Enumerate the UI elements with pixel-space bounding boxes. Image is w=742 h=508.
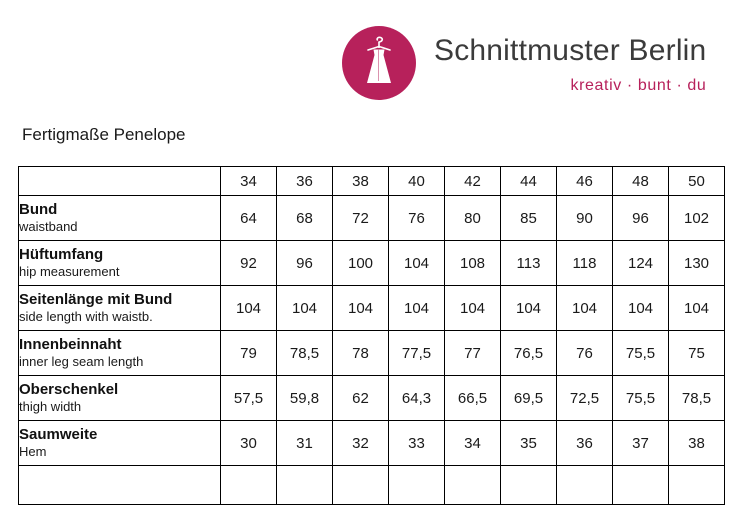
- brand-tagline: kreativ · bunt · du: [570, 77, 707, 94]
- brand-logo: [342, 24, 706, 100]
- cell-empty: [557, 466, 613, 505]
- cell: 100: [333, 241, 389, 286]
- cell: 85: [501, 196, 557, 241]
- row-label-de: Saumweite: [19, 425, 98, 443]
- size-header-48: 48: [613, 167, 669, 196]
- cell: 36: [557, 421, 613, 466]
- row-label-de: Hüftumfang: [19, 245, 104, 263]
- cell: 59,8: [277, 376, 333, 421]
- cell: 96: [277, 241, 333, 286]
- cell: 33: [389, 421, 445, 466]
- row-label-bund: [19, 196, 221, 241]
- cell: 76: [389, 196, 445, 241]
- cell: 113: [501, 241, 557, 286]
- table-row: [19, 376, 725, 421]
- cell: 37: [613, 421, 669, 466]
- table-row: [19, 286, 725, 331]
- cell: 64: [221, 196, 277, 241]
- dress-on-hanger-icon: [342, 26, 416, 100]
- size-header-42: 42: [445, 167, 501, 196]
- cell: 72,5: [557, 376, 613, 421]
- row-label-en: inner leg seam length: [19, 354, 144, 370]
- measurements-table: [18, 166, 725, 505]
- brand-name: Schnittmuster Berlin: [434, 34, 707, 67]
- cell: 104: [333, 286, 389, 331]
- cell: 30: [221, 421, 277, 466]
- size-header-38: 38: [333, 167, 389, 196]
- cell: 102: [669, 196, 725, 241]
- measurements-table-container: [18, 166, 724, 505]
- cell: 68: [277, 196, 333, 241]
- table-row: [19, 196, 725, 241]
- row-label-en: waistband: [19, 219, 78, 235]
- row-label-oberschenkel: [19, 376, 221, 421]
- size-header-44: 44: [501, 167, 557, 196]
- cell: 104: [613, 286, 669, 331]
- cell: 72: [333, 196, 389, 241]
- cell-empty: [277, 466, 333, 505]
- cell: 104: [389, 286, 445, 331]
- row-label-en: side length with waistb.: [19, 309, 153, 325]
- cell: 104: [221, 286, 277, 331]
- cell: 57,5: [221, 376, 277, 421]
- size-header-46: 46: [557, 167, 613, 196]
- row-label-de: Seitenlänge mit Bund: [19, 290, 173, 308]
- row-label-en: hip measurement: [19, 264, 120, 280]
- cell: 104: [669, 286, 725, 331]
- cell-empty: [389, 466, 445, 505]
- cell: 35: [501, 421, 557, 466]
- size-header-50: 50: [669, 167, 725, 196]
- cell: 79: [221, 331, 277, 376]
- cell: 62: [333, 376, 389, 421]
- table-header-row: [19, 167, 725, 196]
- page-title: Fertigmaße Penelope: [22, 125, 186, 144]
- cell: 96: [613, 196, 669, 241]
- cell: 124: [613, 241, 669, 286]
- row-label-hueftumfang: [19, 241, 221, 286]
- cell: 78,5: [277, 331, 333, 376]
- cell: 92: [221, 241, 277, 286]
- table-row: [19, 331, 725, 376]
- cell: 77: [445, 331, 501, 376]
- cell: 76,5: [501, 331, 557, 376]
- cell: 75,5: [613, 331, 669, 376]
- cell: 69,5: [501, 376, 557, 421]
- header-empty-cell: [19, 167, 221, 196]
- row-label-en: Hem: [19, 444, 47, 460]
- row-label-de: Oberschenkel: [19, 380, 119, 398]
- cell: 32: [333, 421, 389, 466]
- cell: 130: [669, 241, 725, 286]
- cell: 104: [277, 286, 333, 331]
- cell: 78,5: [669, 376, 725, 421]
- cell: 104: [389, 241, 445, 286]
- cell: 76: [557, 331, 613, 376]
- cell-empty: [333, 466, 389, 505]
- cell-empty: [445, 466, 501, 505]
- cell: 104: [557, 286, 613, 331]
- cell: 118: [557, 241, 613, 286]
- cell: 77,5: [389, 331, 445, 376]
- cell: 64,3: [389, 376, 445, 421]
- cell: 90: [557, 196, 613, 241]
- row-label-saumweite: [19, 421, 221, 466]
- table-row-empty: [19, 466, 725, 505]
- cell: 104: [501, 286, 557, 331]
- brand-text: [434, 24, 706, 95]
- size-header-40: 40: [389, 167, 445, 196]
- row-label-de: Bund: [19, 200, 58, 218]
- row-label-de: Innenbeinnaht: [19, 335, 122, 353]
- cell: 108: [445, 241, 501, 286]
- cell: 38: [669, 421, 725, 466]
- cell-empty: [669, 466, 725, 505]
- cell-empty: [221, 466, 277, 505]
- cell: 75: [669, 331, 725, 376]
- cell-empty: [613, 466, 669, 505]
- cell-empty: [19, 466, 221, 505]
- size-header-36: 36: [277, 167, 333, 196]
- cell: 75,5: [613, 376, 669, 421]
- cell: 34: [445, 421, 501, 466]
- table-row: [19, 421, 725, 466]
- row-label-seitenlaenge-mit-bund: [19, 286, 221, 331]
- cell: 31: [277, 421, 333, 466]
- row-label-innenbeinnaht: [19, 331, 221, 376]
- size-header-34: 34: [221, 167, 277, 196]
- table-row: [19, 241, 725, 286]
- cell-empty: [501, 466, 557, 505]
- cell: 80: [445, 196, 501, 241]
- row-label-en: thigh width: [19, 399, 82, 415]
- cell: 104: [445, 286, 501, 331]
- cell: 78: [333, 331, 389, 376]
- cell: 66,5: [445, 376, 501, 421]
